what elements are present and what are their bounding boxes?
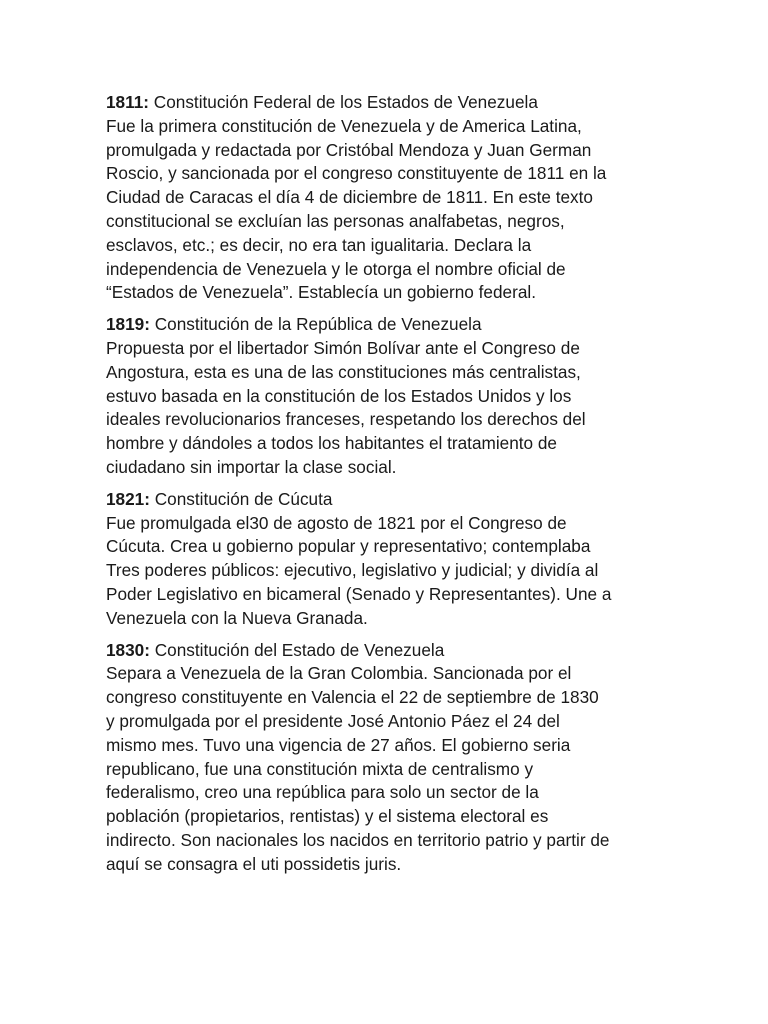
section-heading <box>106 91 666 115</box>
section-year: 1819: <box>106 314 150 335</box>
section-1811 <box>106 91 666 305</box>
section-heading <box>106 313 666 337</box>
paragraph-line: federalismo, creo una república para solo un sector de la <box>106 782 539 803</box>
section-year: 1811: <box>106 92 150 112</box>
paragraph-line: Fue promulgada el30 de agosto de 1821 por el Congreso de <box>106 512 567 533</box>
paragraph-line: población (propietarios, rentistas) y el sistema electoral es <box>106 806 549 827</box>
paragraph-line: Ciudad de Caracas el día 4 de diciembre de 1811. En este texto <box>106 187 593 208</box>
paragraph-line: Fue la primera constitución de Venezuela y de America Latina, <box>106 115 582 136</box>
paragraph-line: ciudadano sin importar la clase social. <box>106 456 397 477</box>
section-heading <box>106 488 666 512</box>
paragraph-line: Tres poderes públicos: ejecutivo, legislativo y judicial; y dividía al <box>106 560 599 581</box>
paragraph-line: Cúcuta. Crea u gobierno popular y representativo; contemplaba <box>106 536 591 557</box>
paragraph-line: Roscio, y sancionada por el congreso constituyente de 1811 en la <box>106 163 607 184</box>
paragraph-line: Venezuela con la Nueva Granada. <box>106 607 368 628</box>
paragraph-line: “Estados de Venezuela”. Establecía un gobierno federal. <box>106 282 536 303</box>
section-title: Constitución del Estado de Venezuela <box>149 639 445 660</box>
paragraph-line: congreso constituyente en Valencia el 22 de septiembre de 1830 <box>106 687 599 708</box>
section-year: 1821: <box>106 488 150 509</box>
paragraph-line: republicano, fue una constitución mixta de centralismo y <box>106 758 534 779</box>
document-page <box>106 91 666 885</box>
paragraph-line: aquí se consagra el uti possidetis juris. <box>106 853 402 874</box>
section-year: 1830: <box>106 639 150 660</box>
section-1819 <box>106 313 666 480</box>
section-title: Constitución de Cúcuta <box>149 488 333 509</box>
paragraph-line: Propuesta por el libertador Simón Bolívar ante el Congreso de <box>106 337 580 358</box>
paragraph-line: hombre y dándoles a todos los habitantes el tratamiento de <box>106 433 557 454</box>
paragraph-line: promulgada y redactada por Cristóbal Mendoza y Juan German <box>106 139 592 160</box>
paragraph-line: independencia de Venezuela y le otorga el nombre oficial de <box>106 258 566 279</box>
paragraph-line: esclavos, etc.; es decir, no era tan igualitaria. Declara la <box>106 234 532 255</box>
paragraph-line: Angostura, esta es una de las constituciones más centralistas, <box>106 361 581 382</box>
paragraph-line: indirecto. Son nacionales los nacidos en territorio patrio y partir de <box>106 829 610 850</box>
paragraph-line: Poder Legislativo en bicameral (Senado y Representantes). Une a <box>106 583 612 604</box>
section-title: Constitución Federal de los Estados de Venezuela <box>149 92 538 112</box>
paragraph-line: ideales revolucionarios franceses, respetando los derechos del <box>106 409 586 430</box>
section-title: Constitución de la República de Venezuela <box>149 314 482 335</box>
paragraph-line: estuvo basada en la constitución de los Estados Unidos y los <box>106 385 572 406</box>
section-heading <box>106 639 666 663</box>
section-1830 <box>106 639 666 877</box>
paragraph-line: y promulgada por el presidente José Antonio Páez el 24 del <box>106 710 560 731</box>
paragraph-line: Separa a Venezuela de la Gran Colombia. Sancionada por el <box>106 663 572 684</box>
section-1821 <box>106 488 666 631</box>
paragraph-line: mismo mes. Tuvo una vigencia de 27 años. El gobierno seria <box>106 734 571 755</box>
paragraph-line: constitucional se excluían las personas analfabetas, negros, <box>106 210 565 231</box>
